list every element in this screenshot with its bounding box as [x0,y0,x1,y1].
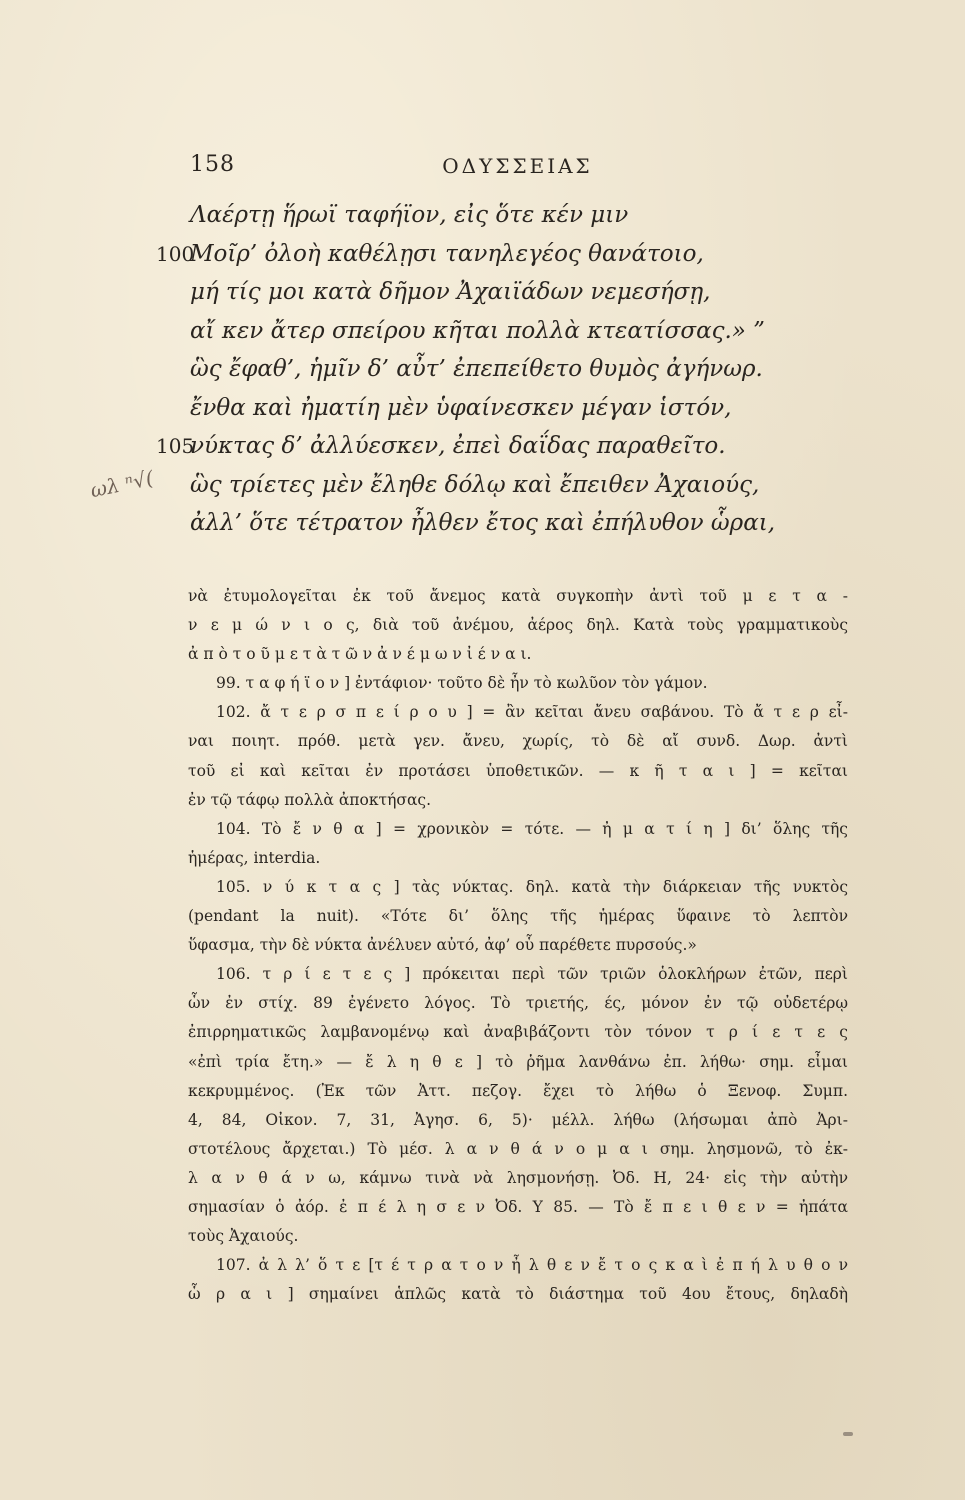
verse-number: 105 [156,434,195,458]
commentary-block [188,582,848,1309]
running-title: ΟΔΥΣΣΕΙΑΣ [442,154,593,178]
commentary-line: 105. ν ύ κ τ α ς ] τὰς νύκτας. δηλ. κατὰ τὴν διάρκειαν τῆς νυκτὸς [216,877,848,896]
verse-line [190,466,850,505]
commentary-line: 99. τ α φ ή ϊ ο ν ] ἐντάφιον· τοῦτο δὲ ἦν τὸ κωλῦον τὸν γάμον. [216,674,708,693]
verse-text: ὣς ἔφαθ’, ἡμῖν δ’ αὖτ’ ἐπεπείθετο θυμὸς ἀγήνωρ. [190,356,763,382]
verse-text: Μοῖρ’ ὀλοὴ καθέλῃσι τανηλεγέος θανάτοιο, [190,240,704,267]
commentary-line: ὕφασμα, τὴν δὲ νύκτα ἀνέλυεν αὐτό, ἀφ’ οὗ παρέθετε πυρσούς.» [188,936,697,955]
page-number: 158 [190,152,235,177]
commentary-line: ὧν ἐν στίχ. 89 ἐγένετο λόγος. Τὸ τριετής, ές, μόνον ἐν τῷ οὐδετέρῳ [188,994,848,1013]
commentary-line: νὰ ἐτυμολογεῖται ἐκ τοῦ ἄνεμος κατὰ συγκοπὴν ἀντὶ τοῦ μ ε τ α - [188,587,848,605]
verse-text: ὣς τρίετες μὲν ἔληθε δόλῳ καὶ ἔπειθεν Ἀχαιούς, [190,471,760,498]
page-header [190,152,845,184]
verse-number: 100 [156,241,195,266]
verse-line [190,273,850,312]
verse-text: νύκτας δ’ ἀλλύεσκεν, ἐπεὶ δαΐδας παραθεῖτο. [190,433,726,459]
verse-text: αἴ κεν ἄτερ σπείρου κῆται πολλὰ κτεατίσσας.» ” [190,317,765,344]
ink-smudge-icon [843,1432,853,1436]
commentary-line: ἀ π ὸ τ ο ῦ μ ε τ ὰ τ ῶ ν ἀ ν έ μ ω ν ἰ έ ν α ι. [188,645,532,664]
verse-text: Λαέρτῃ ἥρωϊ ταφήϊον, εἰς ὅτε κέν μιν [190,202,629,228]
verse-text: μή τίς μοι κατὰ δῆμον Ἀχαιϊάδων νεμεσήσῃ, [190,279,711,305]
commentary-line: λ α ν θ ά ν ω, κάμνω τινὰ νὰ λησμονήσῃ. Ὀδ. Η, 24· εἰς τὴν αὐτὴν [188,1168,848,1187]
commentary-line: ὧ ρ α ι ] σημαίνει ἁπλῶς κατὰ τὸ διάστημα τοῦ 4ου ἔτους, δηλαδὴ [188,1285,848,1304]
commentary-line: «ἐπὶ τρία ἔτη.» — ἔ λ η θ ε ] τὸ ῥῆμα λανθάνω ἐπ. λήθω· σημ. εἶμαι [188,1052,848,1071]
commentary-line: 107. ἀ λ λ’ ὅ τ ε [τ έ τ ρ α τ ο ν ἦ λ θ ε ν ἔ τ ο ς κ α ὶ ἐ π ή λ υ θ ο ν [216,1256,848,1275]
commentary-line: ν ε μ ώ ν ι ο ς, διὰ τοῦ ἀνέμου, ἀέρος δηλ. Κατὰ τοὺς γραμματικοὺς [188,616,848,635]
commentary-line: τοῦ εἰ καὶ κεῖται ἐν προτάσει ὑποθετικῶν. — κ ῆ τ α ι ] = κεῖται [188,761,848,780]
verse-line [156,235,850,274]
commentary-line: στοτέλους ἄρχεται.) Τὸ μέσ. λ α ν θ ά ν ο μ α ι σημ. λησμονῶ, τὸ ἐκ- [188,1139,848,1158]
verse-line [156,427,850,466]
commentary-line: ναι ποιητ. πρόθ. μετὰ γεν. ἄνευ, χωρίς, τὸ δὲ αἴ συνδ. Δωρ. ἀντὶ [188,732,848,751]
commentary-line: 104. Τὸ ἔ ν θ α ] = χρονικὸν = τότε. — ἠ μ α τ ί η ] δι’ ὅλης τῆς [216,819,848,838]
commentary-line: 4, 84, Οἰκον. 7, 31, Ἀγησ. 6, 5)· μέλλ. λήθω (λήσωμαι ἀπὸ Ἀρι- [188,1110,848,1129]
verse-line [190,312,850,351]
verse-line [190,196,850,235]
commentary-line: ἐν τῷ τάφῳ πολλὰ ἀποκτήσας. [188,790,432,809]
verse-line [190,389,850,428]
commentary-line: τοὺς Ἀχαιούς. [188,1227,299,1246]
handwritten-margin-note-icon: ωλ ⁿ√( [88,465,156,503]
verse-text: ἔνθα καὶ ἠματίη μὲν ὑφαίνεσκεν μέγαν ἱστόν, [190,394,732,421]
commentary-line: ἐπιρρηματικῶς λαμβανομένῳ καὶ ἀναβιβάζοντι τὸν τόνον τ ρ ί ε τ ε ς [188,1023,848,1042]
verse-text: ἀλλ’ ὅτε τέτρατον ἦλθεν ἔτος καὶ ἐπήλυθον ὧραι, [190,510,776,536]
commentary-line: (pendant la nuit). «Τότε δι’ ὅλης τῆς ἡμέρας ὕφαινε τὸ λεπτὸν [188,907,848,926]
commentary-line: 106. τ ρ ί ε τ ε ς ] πρόκειται περὶ τῶν τριῶν ὁλοκλήρων ἐτῶν, περὶ [216,965,848,984]
commentary-line: ἡμέρας, interdia. [188,848,321,867]
commentary-line: κεκρυμμένος. (Ἐκ τῶν Ἀττ. πεζογ. ἔχει τὸ λήθω ὁ Ξενοφ. Συμπ. [188,1081,848,1100]
verse-block [156,196,850,543]
verse-line [190,504,850,543]
verse-line [190,350,850,389]
commentary-line: σημασίαν ὁ ἀόρ. ἐ π έ λ η σ ε ν Ὀδ. Υ 85. — Τὸ ἔ π ε ι θ ε ν = ἠπάτα [188,1197,848,1216]
commentary-line: 102. ἄ τ ε ρ σ π ε ί ρ ο υ ] = ἂν κεῖται ἄνευ σαβάνου. Τὸ ἄ τ ε ρ εἶ- [216,703,848,722]
